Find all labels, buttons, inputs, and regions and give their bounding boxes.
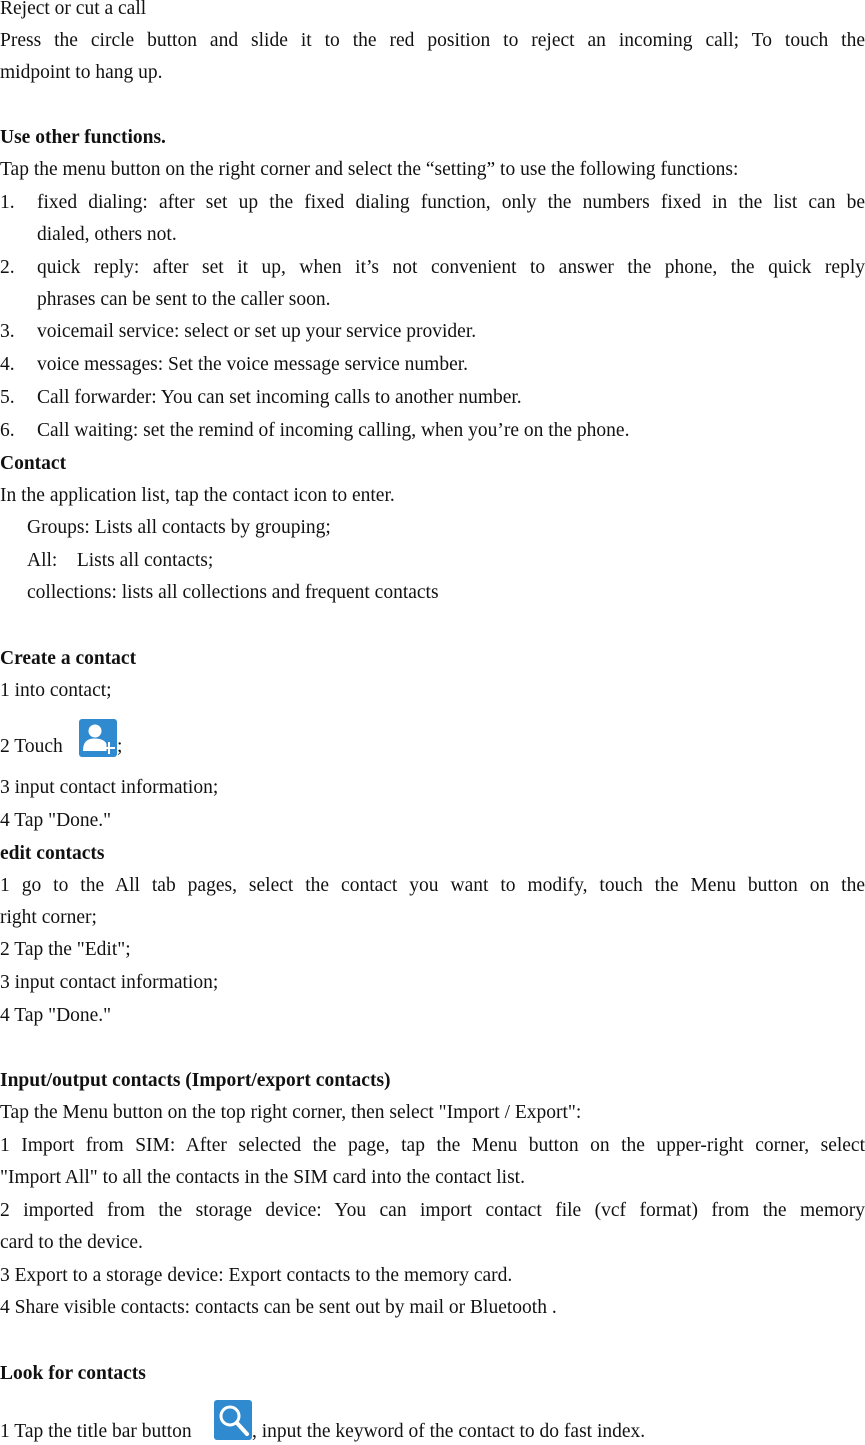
- list-item-line: Call forwarder: You can set incoming calls to another number.: [37, 387, 522, 408]
- add-contact-icon: [79, 719, 117, 757]
- paragraph-line-end: ;: [117, 736, 123, 757]
- paragraph-line: 3 input contact information;: [0, 777, 219, 798]
- heading-reject-call: Reject or cut a call: [0, 0, 147, 19]
- heading-other-functions: Use other functions.: [0, 127, 166, 148]
- paragraph-line: All: Lists all contacts;: [27, 550, 214, 571]
- list-item-line: phrases can be sent to the caller soon.: [37, 289, 331, 310]
- paragraph-line: 2 Touch: [0, 736, 63, 757]
- list-item-line: dialed, others not.: [37, 224, 177, 245]
- paragraph-line: midpoint to hang up.: [0, 62, 163, 83]
- paragraph-line: Tap the Menu button on the top right corner, then select "Import / Export":: [0, 1102, 582, 1123]
- paragraph-line: In the application list, tap the contact icon to enter.: [0, 485, 395, 506]
- paragraph-line: 4 Tap "Done.": [0, 1005, 112, 1026]
- paragraph-line: 1 Import from SIM: After selected the page, tap the Menu button on the upper-right corner, select: [0, 1135, 865, 1156]
- paragraph-line: Tap the menu button on the right corner and select the “setting” to use the following functions:: [0, 159, 739, 180]
- paragraph-line: collections: lists all collections and frequent contacts: [27, 582, 439, 603]
- paragraph-line: "Import All" to all the contacts in the SIM card into the contact list.: [0, 1167, 525, 1188]
- paragraph-line: right corner;: [0, 907, 97, 928]
- heading-edit-contacts: edit contacts: [0, 843, 105, 864]
- list-item-line: Call waiting: set the remind of incoming calling, when you’re on the phone.: [37, 420, 630, 441]
- paragraph-line: 3 input contact information;: [0, 972, 219, 993]
- list-item-line: voicemail service: select or set up your service provider.: [37, 321, 477, 342]
- heading-import-export: Input/output contacts (Import/export contacts): [0, 1070, 391, 1091]
- heading-contact: Contact: [0, 453, 67, 474]
- list-item-line: quick reply: after set it up, when it’s not convenient to answer the phone, the quick reply: [37, 257, 865, 278]
- paragraph-line: Press the circle button and slide it to the red position to reject an incoming call; To touch the: [0, 30, 865, 51]
- heading-look-for-contacts: Look for contacts: [0, 1363, 146, 1384]
- list-number: 3.: [0, 321, 15, 342]
- paragraph-line-end: , input the keyword of the contact to do fast index.: [252, 1421, 646, 1442]
- list-number: 1.: [0, 192, 15, 213]
- paragraph-line: 3 Export to a storage device: Export contacts to the memory card.: [0, 1265, 513, 1286]
- list-number: 5.: [0, 387, 15, 408]
- list-item-line: fixed dialing: after set up the fixed dialing function, only the numbers fixed in the list can be: [37, 192, 865, 213]
- paragraph-line: 4 Tap "Done.": [0, 810, 112, 831]
- paragraph-line: 1 go to the All tab pages, select the contact you want to modify, touch the Menu button on the: [0, 875, 865, 896]
- paragraph-line: 1 Tap the title bar button: [0, 1421, 192, 1442]
- paragraph-line: 1 into contact;: [0, 680, 112, 701]
- paragraph-line: Groups: Lists all contacts by grouping;: [27, 517, 331, 538]
- paragraph-line: card to the device.: [0, 1232, 143, 1253]
- search-icon: [214, 1400, 252, 1440]
- paragraph-line: 2 imported from the storage device: You can import contact file (vcf format) from the memory: [0, 1200, 865, 1221]
- paragraph-line: 2 Tap the "Edit";: [0, 939, 131, 960]
- heading-create-contact: Create a contact: [0, 648, 137, 669]
- list-number: 6.: [0, 420, 15, 441]
- list-number: 4.: [0, 354, 15, 375]
- list-item-line: voice messages: Set the voice message service number.: [37, 354, 469, 375]
- paragraph-line: 4 Share visible contacts: contacts can be sent out by mail or Bluetooth .: [0, 1297, 557, 1318]
- list-number: 2.: [0, 257, 15, 278]
